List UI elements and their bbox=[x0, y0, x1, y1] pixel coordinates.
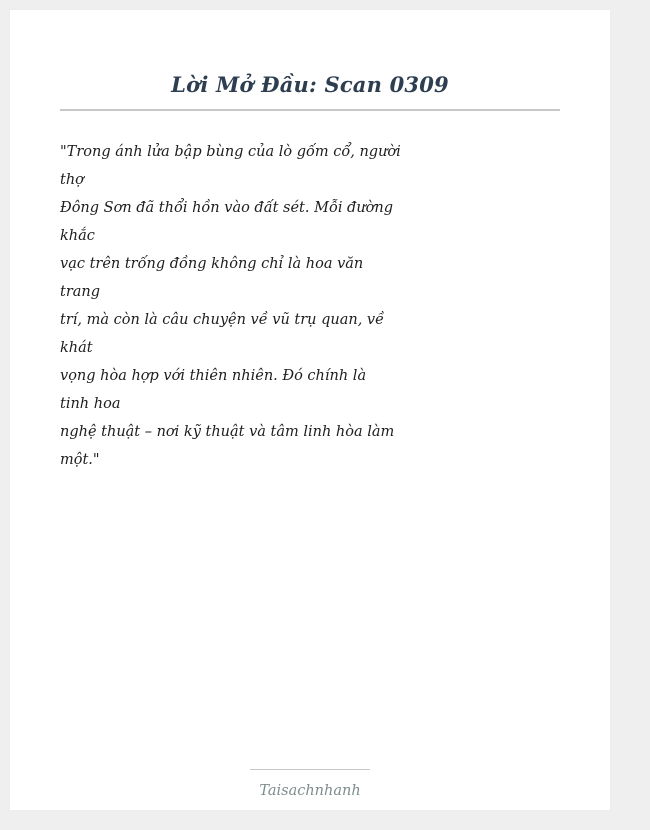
poem-line: trí, mà còn là câu chuyện về vũ trụ quan, về bbox=[60, 312, 385, 328]
poem-line: một." bbox=[60, 452, 100, 468]
poem-text bbox=[60, 138, 401, 474]
title-divider bbox=[60, 109, 560, 111]
poem-line: trang bbox=[60, 284, 101, 300]
poem-line: vọng hòa hợp với thiên nhiên. Đó chính là bbox=[60, 368, 367, 384]
poem-line: khắc bbox=[60, 228, 95, 244]
poem-line: "Trong ánh lửa bập bùng của lò gốm cổ, người bbox=[60, 144, 401, 160]
poem-line: nghệ thuật – nơi kỹ thuật và tâm linh hòa làm bbox=[60, 424, 395, 440]
poem-line: thợ bbox=[60, 172, 84, 188]
document-page bbox=[10, 10, 610, 810]
poem-line: Đông Sơn đã thổi hồn vào đất sét. Mỗi đường bbox=[60, 200, 394, 216]
footer-credit: Taisachnhanh bbox=[259, 783, 361, 799]
poem-line: vạc trên trống đồng không chỉ là hoa văn bbox=[60, 256, 364, 272]
page-title: Lời Mở Đầu: Scan 0309 bbox=[171, 72, 449, 97]
poem-line: tinh hoa bbox=[60, 396, 121, 412]
footer-divider bbox=[250, 769, 370, 770]
poem-line: khát bbox=[60, 340, 93, 356]
